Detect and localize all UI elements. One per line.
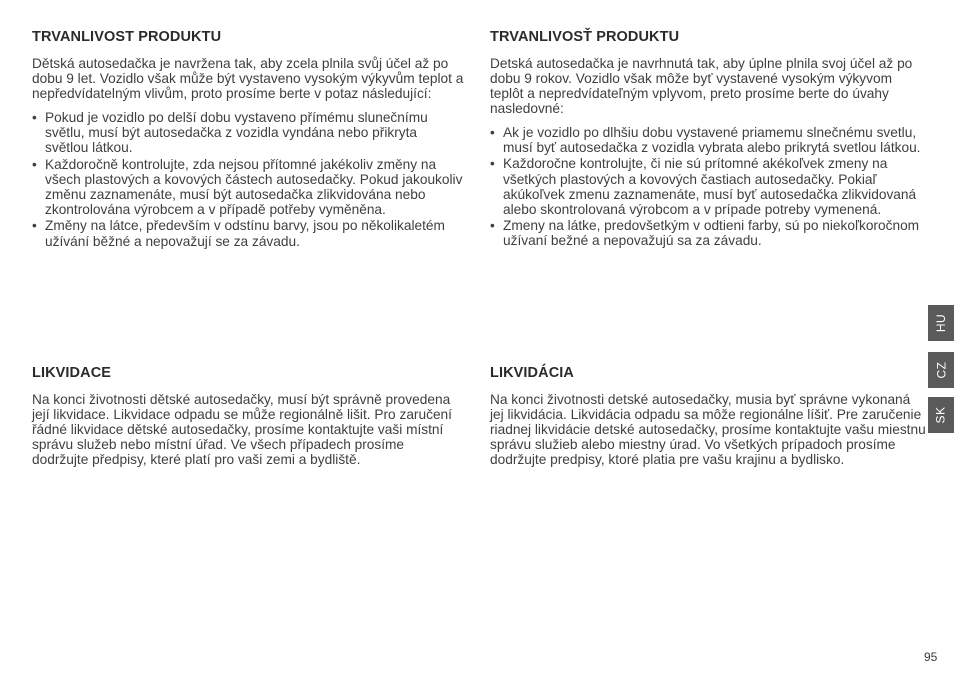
list-item-text: Zmeny na látke, predovšetkým v odtieni farby, sú po niekoľkoročnom užívaní bežné a nepovažujú sa za závadu. <box>503 218 920 249</box>
list-item <box>32 218 464 248</box>
list-item <box>32 110 464 156</box>
list-item <box>490 218 926 248</box>
list-item-text: Každoročne kontrolujte, či nie sú prítomné akékoľvek zmeny na všetkých plastových a kovových častiach autosedačky. Pokiaľ akúkoľvek zmenu zaznamenáte, musí byť autosedačka zlikvidovaná alebo skontrolovaná výrobcom a v prípade potreby vymenená. <box>503 156 917 218</box>
list-item-text: Změny na látce, především v odstínu barvy, jsou po několikaletém užívání běžné a nepovažují se za závadu. <box>45 218 445 249</box>
language-tab-cz[interactable] <box>928 352 954 388</box>
list-item-text: Každoročně kontrolujte, zda nejsou přítomné jakékoliv změny na všech plastových a kovových částech autosedačky. Pokud jakoukoliv změnu zaznamenáte, musí být autosedačka zlikvidována nebo zkontrolována výrobcem a v případě potřeby vyměněna. <box>45 156 463 218</box>
bullet-icon: • <box>32 156 37 172</box>
bullet-list <box>490 125 926 249</box>
bullet-list <box>32 110 464 249</box>
language-tab-label: HU <box>934 313 948 333</box>
list-item <box>490 125 926 155</box>
page-number: 95 <box>924 650 938 664</box>
intro-paragraph: Dětská autosedačka je navržena tak, aby zcela plnila svůj účel až po dobu 9 let. Vozidlo však může být vystaveno vysokým výkyvům teplot a nepředvídatelným vlivům, proto prosíme berte v potaz následující: <box>32 56 464 101</box>
durability-section-sk <box>490 29 926 250</box>
section-heading: TRVANLIVOST PRODUKTU <box>32 29 222 45</box>
bullet-icon: • <box>490 156 495 172</box>
section-heading: LIKVIDACE <box>32 365 112 381</box>
list-item-text: Pokud je vozidlo po delší dobu vystaveno přímému slunečnímu světlu, musí být autosedačka z vozidla vyndána nebo přikryta světlou látkou. <box>45 110 428 156</box>
language-tab-label: SK <box>933 406 948 424</box>
bullet-icon: • <box>32 218 37 234</box>
list-item <box>32 157 464 218</box>
disposal-section-sk <box>490 365 926 467</box>
bullet-icon: • <box>490 218 495 234</box>
section-heading: TRVANLIVOSŤ PRODUKTU <box>490 29 680 45</box>
disposal-paragraph: Na konci životnosti dětské autosedačky, musí být správně provedena její likvidace. Likvidace odpadu se může regionálně lišit. Pro zaručení řádné likvidace dětské autosedačky, prosíme kontaktujte vaši místní správu služeb nebo místní úřad. Ve všech případech prosíme dodržujte předpisy, které platí pro vaši zemi a bydliště. <box>32 392 452 467</box>
bullet-icon: • <box>490 125 495 140</box>
section-heading: LIKVIDÁCIA <box>490 365 574 381</box>
language-tab-sk[interactable] <box>928 397 954 433</box>
list-item <box>490 156 926 217</box>
language-tab-hu[interactable] <box>928 305 954 341</box>
intro-paragraph: Detská autosedačka je navrhnutá tak, aby úplne plnila svoj účel až po dobu 9 rokov. Vozidlo však môže byť vystavené vysokým výkyvom teplôt a nepredvídateľným vplyvom, preto prosíme berte do úvahy nasledovné: <box>490 56 913 116</box>
disposal-paragraph: Na konci životnosti detské autosedačky, musia byť správne vykonaná jej likvidácia. Likvidácia odpadu sa môže regionálne líšiť. Pre zaručenie riadnej likvidácie detské autosedačky, prosíme kontaktujte vašu miestnu správu služieb alebo miestny úrad. Vo všetkých prípadoch prosíme dodržujte predpisy, ktoré platia pre vašu krajinu a bydlisko. <box>490 392 926 467</box>
disposal-section-cz <box>32 365 464 467</box>
language-tab-label: CZ <box>934 361 948 379</box>
durability-section-cz <box>32 29 464 250</box>
bullet-icon: • <box>32 110 37 125</box>
list-item-text: Ak je vozidlo po dlhšiu dobu vystavené priamemu slnečnému svetlu, musí byť autosedačka z vozidla vybrata alebo prikrytá svetlou látkou. <box>503 125 921 156</box>
